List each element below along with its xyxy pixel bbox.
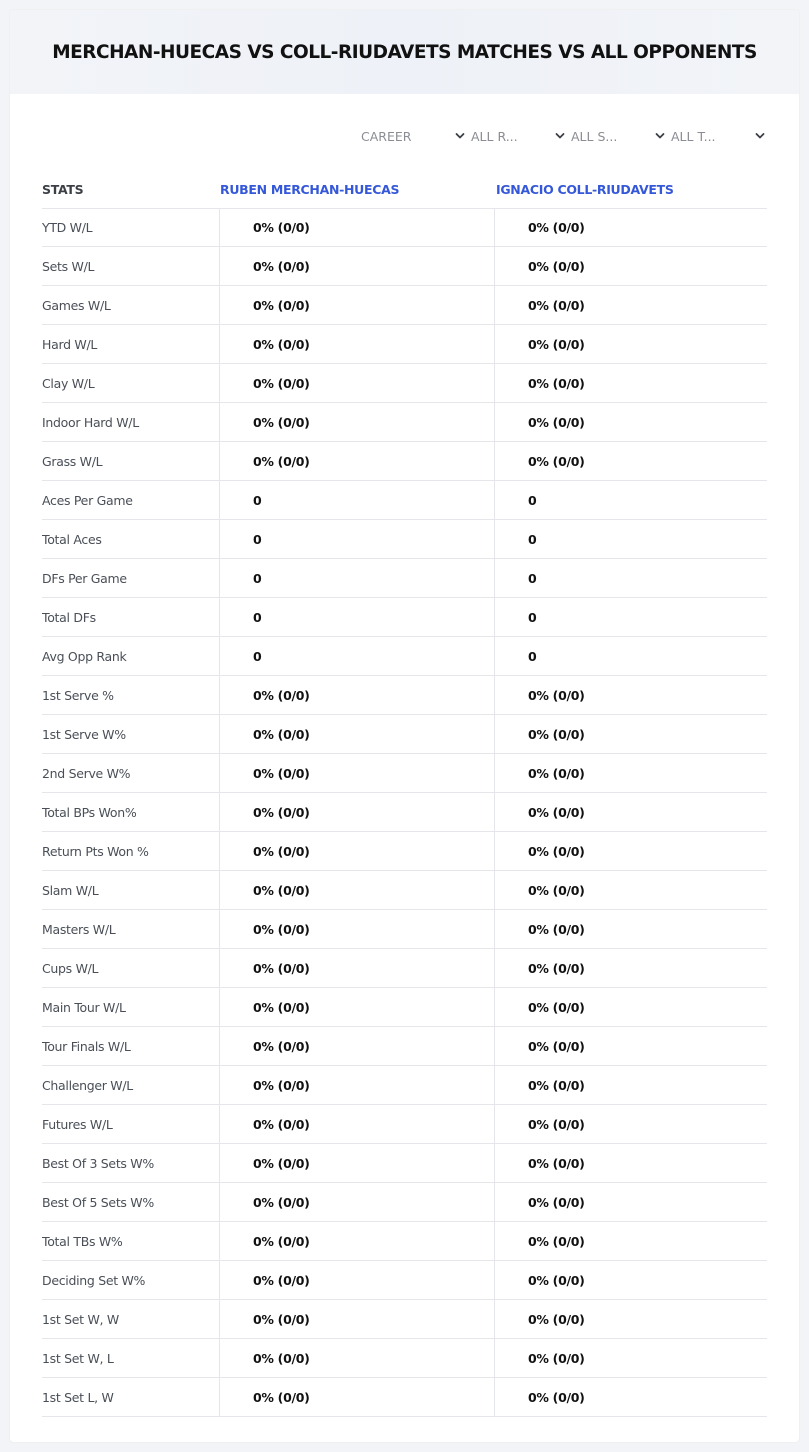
chevron-down-icon bbox=[455, 131, 465, 141]
column-header-player1-link[interactable]: RUBEN MERCHAN-HUECAS bbox=[220, 181, 400, 197]
table-row bbox=[42, 442, 767, 481]
table-row bbox=[42, 1339, 767, 1378]
player2-stat-value: 0% (0/0) bbox=[528, 1155, 585, 1171]
player1-stat-value: 0 bbox=[220, 598, 495, 636]
table-row bbox=[42, 676, 767, 715]
stat-label: Tour Finals W/L bbox=[42, 1027, 220, 1065]
filter-period-select[interactable] bbox=[361, 126, 467, 146]
player2-stat-value: 0% (0/0) bbox=[528, 1389, 585, 1405]
table-row bbox=[42, 1261, 767, 1300]
table-row bbox=[42, 208, 767, 247]
table-row bbox=[42, 637, 767, 676]
player1-stat-value: 0% (0/0) bbox=[220, 1144, 495, 1182]
player2-stat-value: 0% (0/0) bbox=[528, 1194, 585, 1210]
player2-stat-value: 0% (0/0) bbox=[528, 336, 585, 352]
table-row bbox=[42, 910, 767, 949]
filter-period-label: CAREER bbox=[361, 128, 412, 144]
player2-stat-value: 0% (0/0) bbox=[528, 1272, 585, 1288]
stat-label: DFs Per Game bbox=[42, 559, 220, 597]
player1-stat-value: 0% (0/0) bbox=[220, 832, 495, 870]
player1-stat-value: 0% (0/0) bbox=[220, 442, 495, 480]
card-header bbox=[10, 10, 799, 94]
table-row bbox=[42, 793, 767, 832]
filter-round-label: ALL R... bbox=[471, 128, 518, 144]
player2-stat-value: 0% (0/0) bbox=[528, 960, 585, 976]
player2-stat-value: 0% (0/0) bbox=[528, 1116, 585, 1132]
stat-label: Hard W/L bbox=[42, 325, 220, 363]
column-header-stats: STATS bbox=[42, 181, 84, 197]
filter-surface-select[interactable] bbox=[567, 126, 667, 146]
table-header bbox=[42, 170, 767, 209]
table-row bbox=[42, 1066, 767, 1105]
stat-label: 1st Serve W% bbox=[42, 715, 220, 753]
player2-stat-value: 0% (0/0) bbox=[528, 765, 585, 781]
table-row bbox=[42, 1183, 767, 1222]
player1-stat-value: 0% (0/0) bbox=[220, 1378, 495, 1416]
player2-stat-value: 0 bbox=[528, 570, 537, 586]
player1-stat-value: 0% (0/0) bbox=[220, 286, 495, 324]
table-row bbox=[42, 364, 767, 403]
stat-label: Best Of 3 Sets W% bbox=[42, 1144, 220, 1182]
stat-label: Challenger W/L bbox=[42, 1066, 220, 1104]
stat-label: Avg Opp Rank bbox=[42, 637, 220, 675]
table-row bbox=[42, 949, 767, 988]
player1-stat-value: 0% (0/0) bbox=[220, 1261, 495, 1299]
filter-tournament-select[interactable] bbox=[667, 126, 767, 146]
page-title: MERCHAN-HUECAS VS COLL-RIUDAVETS MATCHES VS ALL OPPONENTS bbox=[52, 41, 757, 63]
player1-stat-value: 0% (0/0) bbox=[220, 715, 495, 753]
stat-label: Total DFs bbox=[42, 598, 220, 636]
player1-stat-value: 0% (0/0) bbox=[220, 1027, 495, 1065]
player1-stat-value: 0% (0/0) bbox=[220, 754, 495, 792]
stat-label: Aces Per Game bbox=[42, 481, 220, 519]
stat-label: YTD W/L bbox=[42, 208, 220, 246]
stat-label: Total TBs W% bbox=[42, 1222, 220, 1260]
table-row bbox=[42, 754, 767, 793]
player1-stat-value: 0 bbox=[220, 559, 495, 597]
player2-stat-value: 0% (0/0) bbox=[528, 687, 585, 703]
player2-stat-value: 0% (0/0) bbox=[528, 921, 585, 937]
player2-stat-value: 0% (0/0) bbox=[528, 804, 585, 820]
stat-label: Futures W/L bbox=[42, 1105, 220, 1143]
stat-label: 1st Set L, W bbox=[42, 1378, 220, 1416]
stat-label: Sets W/L bbox=[42, 247, 220, 285]
table-row bbox=[42, 832, 767, 871]
stat-label: 2nd Serve W% bbox=[42, 754, 220, 792]
player2-stat-value: 0 bbox=[528, 492, 537, 508]
stat-label: 1st Set W, W bbox=[42, 1300, 220, 1338]
player2-stat-value: 0% (0/0) bbox=[528, 375, 585, 391]
table-row bbox=[42, 1222, 767, 1261]
table-row bbox=[42, 559, 767, 598]
player1-stat-value: 0% (0/0) bbox=[220, 208, 495, 246]
stat-label: Deciding Set W% bbox=[42, 1261, 220, 1299]
player2-stat-value: 0% (0/0) bbox=[528, 1077, 585, 1093]
player1-stat-value: 0% (0/0) bbox=[220, 871, 495, 909]
table-row bbox=[42, 1027, 767, 1066]
table-row bbox=[42, 1300, 767, 1339]
column-header-player2-link[interactable]: IGNACIO COLL-RIUDAVETS bbox=[496, 181, 674, 197]
player1-stat-value: 0% (0/0) bbox=[220, 1339, 495, 1377]
player1-stat-value: 0% (0/0) bbox=[220, 793, 495, 831]
table-row bbox=[42, 520, 767, 559]
table-row bbox=[42, 871, 767, 910]
stat-label: Cups W/L bbox=[42, 949, 220, 987]
stat-label: Masters W/L bbox=[42, 910, 220, 948]
player2-stat-value: 0% (0/0) bbox=[528, 1311, 585, 1327]
player2-stat-value: 0 bbox=[528, 531, 537, 547]
filter-round-select[interactable] bbox=[467, 126, 567, 146]
player1-stat-value: 0% (0/0) bbox=[220, 910, 495, 948]
stats-card bbox=[10, 10, 799, 1442]
table-row bbox=[42, 1105, 767, 1144]
player2-stat-value: 0% (0/0) bbox=[528, 999, 585, 1015]
player1-stat-value: 0 bbox=[220, 481, 495, 519]
player1-stat-value: 0% (0/0) bbox=[220, 247, 495, 285]
filter-tournament-label: ALL T... bbox=[671, 128, 716, 144]
table-row bbox=[42, 325, 767, 364]
player2-stat-value: 0% (0/0) bbox=[528, 453, 585, 469]
table-row bbox=[42, 715, 767, 754]
player2-stat-value: 0 bbox=[528, 609, 537, 625]
player1-stat-value: 0% (0/0) bbox=[220, 1066, 495, 1104]
player2-stat-value: 0% (0/0) bbox=[528, 414, 585, 430]
table-row bbox=[42, 1378, 767, 1417]
stat-label: Clay W/L bbox=[42, 364, 220, 402]
filter-surface-label: ALL S... bbox=[571, 128, 618, 144]
stat-label: Best Of 5 Sets W% bbox=[42, 1183, 220, 1221]
player1-stat-value: 0% (0/0) bbox=[220, 403, 495, 441]
player1-stat-value: 0% (0/0) bbox=[220, 949, 495, 987]
stat-label: Indoor Hard W/L bbox=[42, 403, 220, 441]
stat-label: 1st Set W, L bbox=[42, 1339, 220, 1377]
player2-stat-value: 0% (0/0) bbox=[528, 219, 585, 235]
stat-label: Total Aces bbox=[42, 520, 220, 558]
filter-bar bbox=[361, 126, 767, 146]
player2-stat-value: 0% (0/0) bbox=[528, 297, 585, 313]
stat-label: Grass W/L bbox=[42, 442, 220, 480]
stat-label: Slam W/L bbox=[42, 871, 220, 909]
player2-stat-value: 0% (0/0) bbox=[528, 726, 585, 742]
player2-stat-value: 0% (0/0) bbox=[528, 1350, 585, 1366]
table-row bbox=[42, 598, 767, 637]
table-row bbox=[42, 403, 767, 442]
player1-stat-value: 0% (0/0) bbox=[220, 1183, 495, 1221]
player1-stat-value: 0% (0/0) bbox=[220, 325, 495, 363]
stat-label: 1st Serve % bbox=[42, 676, 220, 714]
table-row bbox=[42, 481, 767, 520]
table-row bbox=[42, 988, 767, 1027]
player2-stat-value: 0% (0/0) bbox=[528, 882, 585, 898]
chevron-down-icon bbox=[655, 131, 665, 141]
table-row bbox=[42, 247, 767, 286]
player1-stat-value: 0 bbox=[220, 520, 495, 558]
player1-stat-value: 0% (0/0) bbox=[220, 1222, 495, 1260]
player1-stat-value: 0% (0/0) bbox=[220, 364, 495, 402]
stats-table-body bbox=[42, 208, 767, 1417]
player1-stat-value: 0% (0/0) bbox=[220, 988, 495, 1026]
table-row bbox=[42, 286, 767, 325]
chevron-down-icon bbox=[755, 131, 765, 141]
player2-stat-value: 0% (0/0) bbox=[528, 258, 585, 274]
player1-stat-value: 0% (0/0) bbox=[220, 676, 495, 714]
stat-label: Main Tour W/L bbox=[42, 988, 220, 1026]
player1-stat-value: 0% (0/0) bbox=[220, 1300, 495, 1338]
player2-stat-value: 0% (0/0) bbox=[528, 843, 585, 859]
stat-label: Return Pts Won % bbox=[42, 832, 220, 870]
player1-stat-value: 0% (0/0) bbox=[220, 1105, 495, 1143]
player2-stat-value: 0 bbox=[528, 648, 537, 664]
stat-label: Games W/L bbox=[42, 286, 220, 324]
stat-label: Total BPs Won% bbox=[42, 793, 220, 831]
player2-stat-value: 0% (0/0) bbox=[528, 1233, 585, 1249]
player2-stat-value: 0% (0/0) bbox=[528, 1038, 585, 1054]
chevron-down-icon bbox=[555, 131, 565, 141]
table-row bbox=[42, 1144, 767, 1183]
player1-stat-value: 0 bbox=[220, 637, 495, 675]
